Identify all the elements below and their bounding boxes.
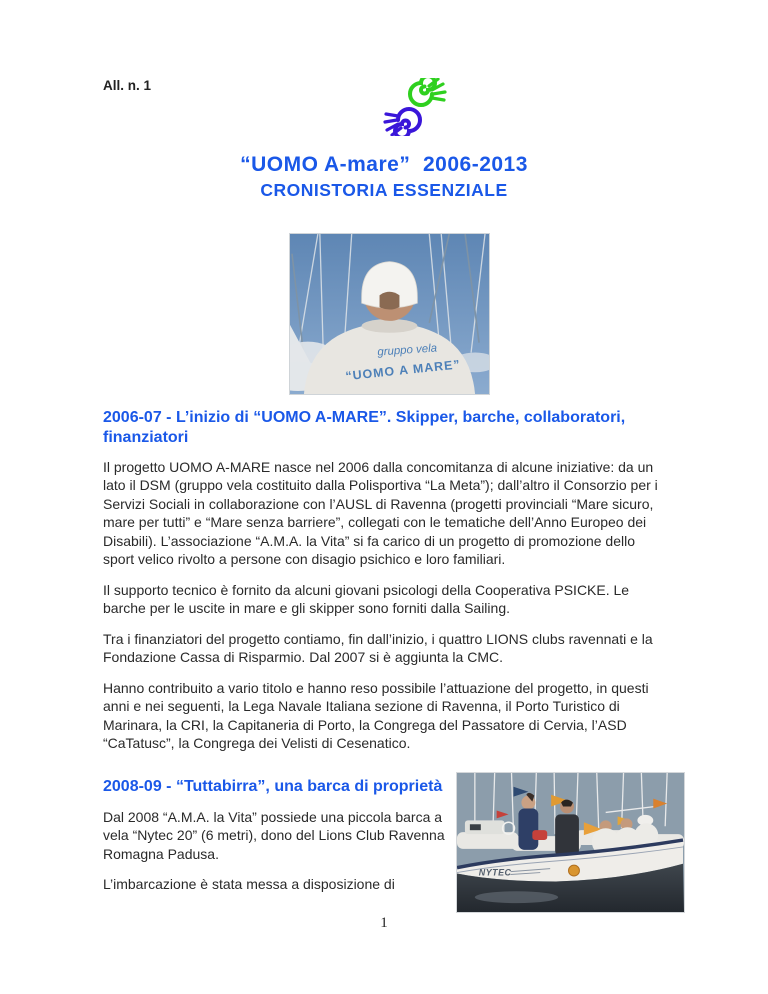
- hull-brand-text: NYTEC: [478, 867, 512, 878]
- paragraph-tuttabirra: Dal 2008 “A.M.A. la Vita” possiede una piccola barca a vela “Nytec 20” (6 metri), dono del Lions Club Ravenna Romagna Padusa.: [103, 808, 445, 862]
- cap-strap-gap-hair: [380, 292, 400, 310]
- collar-shadow: [362, 319, 418, 333]
- title-block: [0, 153, 768, 201]
- section-2008-09: [103, 777, 455, 894]
- section-heading-2006-07: 2006-07 - L’inizio di “UOMO A-MARE”. Skipper, barche, collaboratori, finanziatori: [103, 409, 626, 446]
- document-subtitle: CRONISTORIA ESSENZIALE: [260, 180, 508, 200]
- green-spiral-hand-icon: [410, 78, 445, 105]
- hull-emblem: [569, 865, 580, 876]
- water-highlight: [475, 891, 558, 903]
- paragraph-contributi: Hanno contribuito a vario titolo e hanno reso possibile l’attuazione del progetto, in questi anni e nei seguenti, la Lega Navale Italiana sezione di Ravenna, il Porto Turistico di Marinara, la CRI, la Capitaneria di Porto, la Congrega del Passatore di Cervia, l’ASD “CaTatusc”, la Congrega dei Velisti di Cesenatico.: [103, 679, 649, 752]
- paragraph-imbarcazione: L’imbarcazione è stata messa a disposizione di: [103, 875, 395, 892]
- page-number: 1: [380, 915, 388, 931]
- paragraph-progetto-nascita: Il progetto UOMO A-MARE nasce nel 2006 dalla concomitanza di alcune iniziative: da un lato il DSM (gruppo vela costituito dalla Polisportiva “La Meta”); dall’altro il Consorzio per i Servizi Sociali in collaborazione con l’AUSL di Ravenna (progetti provinciali “Mare sicuro, mare per tutti” e “Mare senza barriere”, collegati con le tematiche dell’Anno Europeo dei Disabili). L’associazione “A.M.A. la Vita” si fa carico di un progetto di promozione dello sport velico rivolto a persone con disagio psichico e loro familiari.: [103, 459, 658, 568]
- attachment-label: All. n. 1: [103, 78, 152, 93]
- cabin-window: [470, 824, 481, 830]
- paragraph-supporto-tecnico: Il supporto tecnico è fornito da alcuni giovani psicologi della Cooperativa PSICKE. Le barche per le uscite in mare e gli skipper sono forniti dalla Sailing.: [103, 581, 630, 617]
- photo-sailor-back: [289, 233, 490, 395]
- paragraph-finanziatori: Tra i finanziatori del progetto contiamo, fin dall’inizio, i quattro LIONS clubs ravennati e la Fondazione Cassa di Risparmio. Dal 2007 si è aggiunta la CMC.: [103, 630, 653, 666]
- document-title: “UOMO A-mare” 2006-2013: [240, 153, 528, 176]
- shirt-text-line2: “UOMO A MARE”: [344, 357, 462, 384]
- shirt-text-line1: gruppo vela: [376, 342, 438, 359]
- photo-nytec-boat: [456, 772, 685, 913]
- blue-spiral-hand-icon: [385, 109, 420, 136]
- spiral-hands-logo: [383, 78, 447, 136]
- section-heading-2008-09: 2008-09 - “Tuttabirra”, una barca di proprietà: [103, 777, 443, 795]
